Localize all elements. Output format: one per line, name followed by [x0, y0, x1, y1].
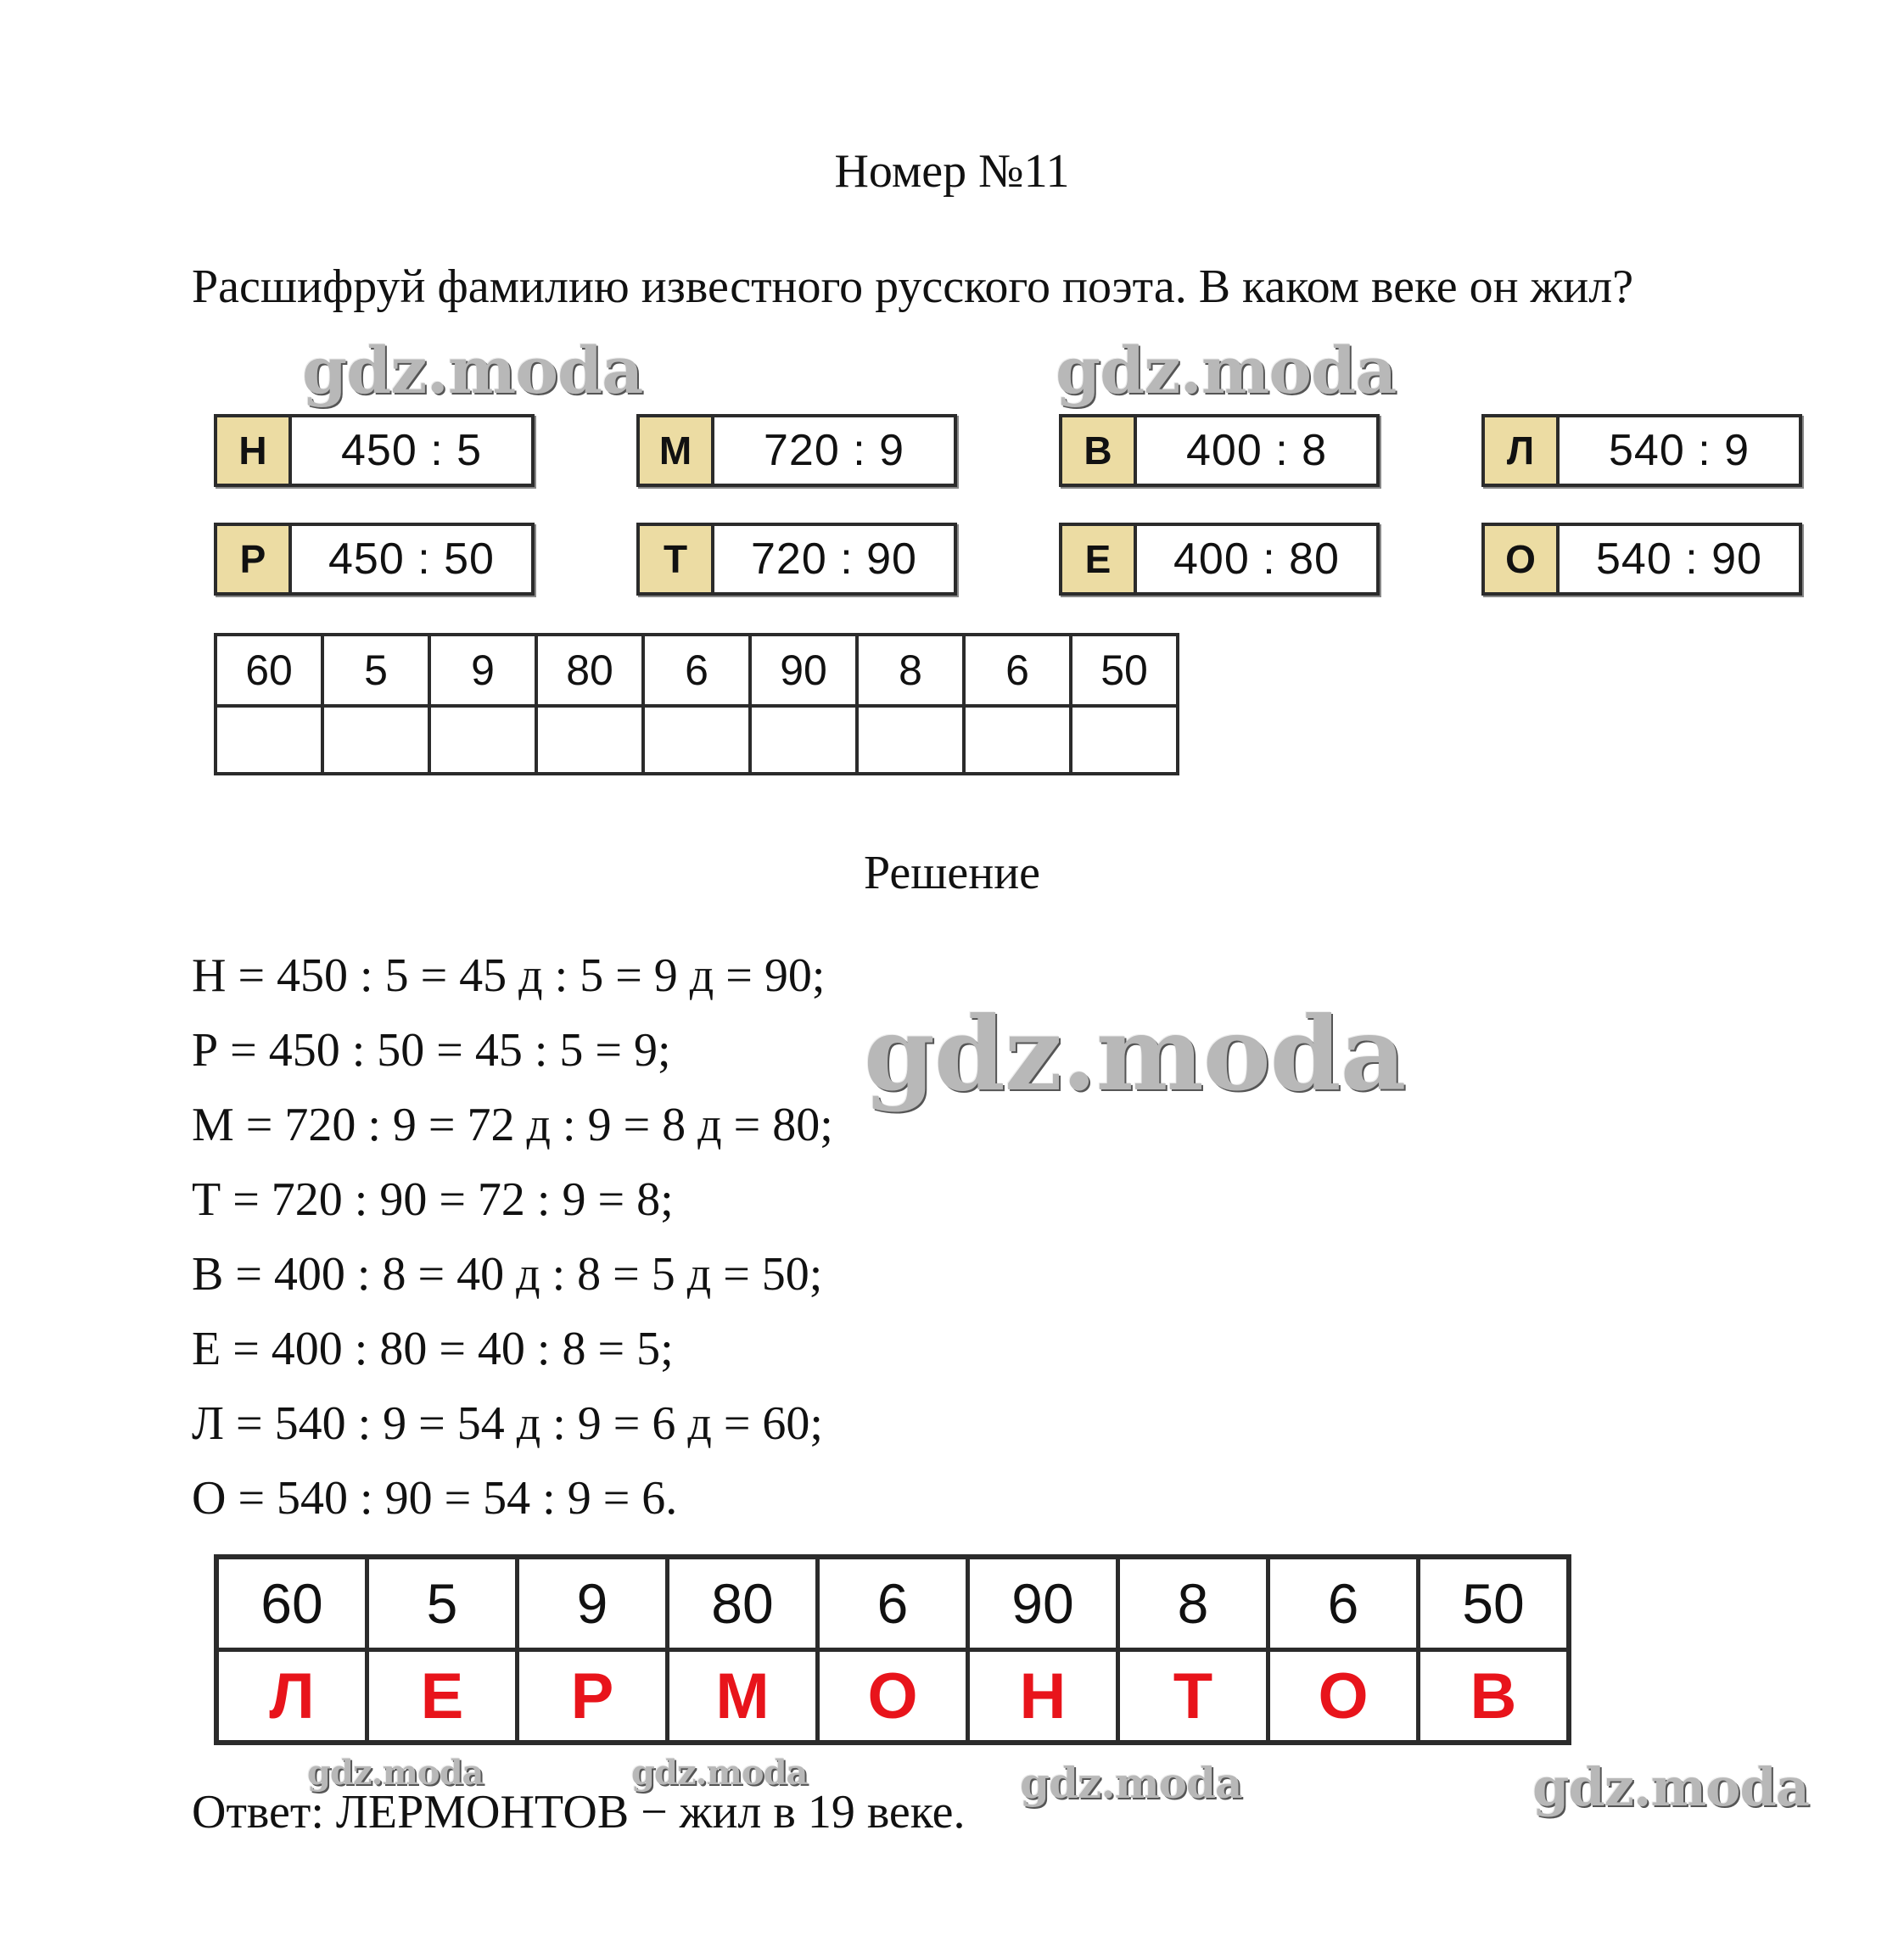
- number-cell: 5: [322, 635, 429, 706]
- answer-text: Ответ: ЛЕРМОНТОВ − жил в 19 веке.: [192, 1786, 966, 1838]
- number-cell: 8: [1118, 1557, 1268, 1650]
- card-expression: 450 : 50: [328, 534, 495, 584]
- letter-cell: Н: [968, 1650, 1118, 1743]
- watermark: gdz.moda: [302, 333, 643, 408]
- cipher-card: [1059, 523, 1380, 596]
- number-cell: 60: [216, 1557, 367, 1650]
- solution-title: Решение: [863, 847, 1041, 899]
- number-cell: 6: [964, 635, 1071, 706]
- cipher-card: [214, 523, 535, 596]
- card-expression: 400 : 8: [1185, 426, 1328, 475]
- card-letter: В: [1062, 417, 1137, 484]
- cipher-card: [214, 414, 535, 487]
- letter-cell: Р: [518, 1650, 668, 1743]
- solution-line: Н = 450 : 5 = 45 д : 5 = 9 д = 90;: [192, 949, 826, 1002]
- task-code-table: [214, 633, 1179, 775]
- number-cell: 80: [536, 635, 643, 706]
- watermark: gdz.moda: [307, 1753, 484, 1793]
- card-letter: Л: [1485, 417, 1560, 484]
- card-expression: 720 : 90: [751, 534, 917, 584]
- solution-line: Е = 400 : 80 = 40 : 8 = 5;: [192, 1323, 674, 1375]
- empty-cell: [216, 706, 322, 774]
- cipher-card: [636, 414, 957, 487]
- number-cell: 90: [750, 635, 857, 706]
- letter-cell: О: [818, 1650, 968, 1743]
- card-expression: 540 : 90: [1596, 534, 1762, 584]
- number-cell: 90: [968, 1557, 1118, 1650]
- empty-cell: [1071, 706, 1178, 774]
- cipher-card: [1481, 523, 1802, 596]
- empty-cell: [429, 706, 536, 774]
- empty-cell: [322, 706, 429, 774]
- solution-line: Р = 450 : 50 = 45 : 5 = 9;: [192, 1024, 671, 1077]
- solution-line: О = 540 : 90 = 54 : 9 = 6.: [192, 1472, 678, 1525]
- number-cell: 60: [216, 635, 322, 706]
- number-cell: 6: [818, 1557, 968, 1650]
- task-text: Расшифруй фамилию известного русского поэта. В каком веке он жил?: [192, 260, 1634, 313]
- empty-letter-row: [216, 706, 1178, 774]
- solution-line: Л = 540 : 9 = 54 д : 9 = 6 д = 60;: [192, 1397, 823, 1450]
- card-letter: М: [640, 417, 714, 484]
- card-expression: 400 : 80: [1173, 534, 1340, 584]
- letter-row: [216, 1650, 1569, 1743]
- page-title: Номер №11: [834, 145, 1070, 198]
- cipher-card: [636, 523, 957, 596]
- number-cell: 80: [668, 1557, 818, 1650]
- card-letter: О: [1485, 526, 1560, 592]
- solution-line: М = 720 : 9 = 72 д : 9 = 8 д = 80;: [192, 1099, 833, 1151]
- card-letter: Т: [640, 526, 714, 592]
- number-cell: 8: [857, 635, 964, 706]
- empty-cell: [750, 706, 857, 774]
- card-letter: Р: [217, 526, 292, 592]
- card-letter: Н: [217, 417, 292, 484]
- watermark: gdz.moda: [1020, 1758, 1242, 1808]
- number-cell: 9: [429, 635, 536, 706]
- number-cell: 5: [367, 1557, 518, 1650]
- card-expression: 720 : 9: [763, 426, 905, 475]
- card-expression: 540 : 9: [1608, 426, 1750, 475]
- letter-cell: Л: [216, 1650, 367, 1743]
- number-row: [216, 1557, 1569, 1650]
- answer-code-table: [214, 1554, 1571, 1745]
- number-cell: 9: [518, 1557, 668, 1650]
- number-cell: 50: [1071, 635, 1178, 706]
- letter-cell: Т: [1118, 1650, 1268, 1743]
- card-letter: Е: [1062, 526, 1137, 592]
- empty-cell: [536, 706, 643, 774]
- letter-cell: В: [1419, 1650, 1570, 1743]
- number-row: [216, 635, 1178, 706]
- card-expression: 450 : 5: [340, 426, 483, 475]
- letter-cell: О: [1268, 1650, 1419, 1743]
- empty-cell: [964, 706, 1071, 774]
- solution-line: В = 400 : 8 = 40 д : 8 = 5 д = 50;: [192, 1248, 823, 1301]
- number-cell: 6: [643, 635, 750, 706]
- watermark: gdz.moda: [1532, 1756, 1809, 1818]
- letter-cell: Е: [367, 1650, 518, 1743]
- letter-cell: М: [668, 1650, 818, 1743]
- watermark: gdz.moda: [864, 994, 1406, 1114]
- solution-lines: [192, 947, 833, 1544]
- solution-line: Т = 720 : 90 = 72 : 9 = 8;: [192, 1173, 674, 1226]
- number-cell: 6: [1268, 1557, 1419, 1650]
- empty-cell: [857, 706, 964, 774]
- watermark: gdz.moda: [1056, 333, 1397, 408]
- cipher-card: [1481, 414, 1802, 487]
- number-cell: 50: [1419, 1557, 1570, 1650]
- empty-cell: [643, 706, 750, 774]
- watermark: gdz.moda: [631, 1753, 808, 1793]
- cipher-card: [1059, 414, 1380, 487]
